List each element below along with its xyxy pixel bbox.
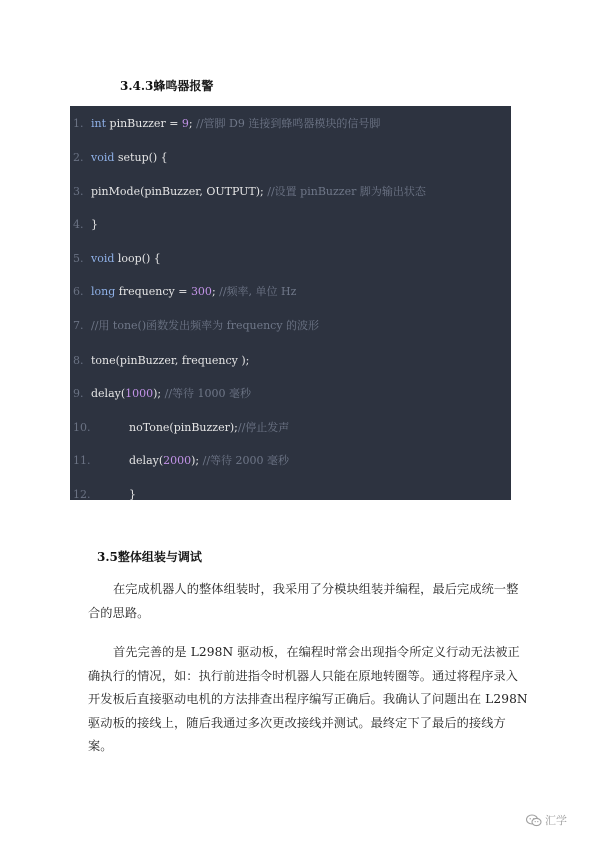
code-text: [97, 488, 136, 501]
code-keyword: long: [91, 285, 116, 298]
code-line: [73, 148, 168, 168]
code-token: pinBuzzer =: [106, 117, 182, 130]
line-number: 11.: [73, 454, 91, 467]
code-line: [73, 282, 296, 302]
code-text: [91, 387, 251, 400]
watermark-text: 汇学: [545, 814, 567, 827]
code-number: 9: [181, 117, 189, 130]
line-number: 3.: [73, 185, 84, 198]
code-text: [91, 354, 249, 367]
code-line: [73, 316, 319, 336]
code-text: [97, 421, 289, 434]
code-line: [73, 485, 136, 505]
line-number: 2.: [73, 151, 84, 164]
code-number: 300: [190, 285, 212, 298]
code-token: }: [91, 218, 98, 231]
code-line: [73, 351, 249, 371]
code-number: 2000: [163, 454, 192, 467]
code-token: );: [191, 454, 203, 467]
code-text: [91, 252, 161, 265]
code-keyword: int: [91, 117, 107, 130]
line-number: 8.: [73, 354, 84, 367]
code-text: [91, 185, 426, 198]
paragraph-1: 在完成机器人的整体组装时，我采用了分模块组装并编程，最后完成统一整合的思路。: [88, 582, 519, 620]
code-token: frequency =: [115, 285, 191, 298]
code-text: [97, 454, 289, 467]
code-token: noTone(pinBuzzer);: [129, 421, 238, 434]
code-token: );: [153, 387, 165, 400]
code-line: [73, 384, 251, 404]
code-token: }: [129, 488, 136, 501]
code-number: 1000: [125, 387, 154, 400]
line-number: 1.: [73, 117, 84, 130]
code-line: [73, 249, 161, 269]
code-token: delay(: [91, 387, 126, 400]
code-token: setup() {: [114, 151, 168, 164]
line-number: 5.: [73, 252, 84, 265]
code-text: [91, 285, 296, 298]
code-token: ;: [188, 117, 197, 130]
code-token: loop() {: [114, 252, 161, 265]
line-number: 6.: [73, 285, 84, 298]
code-token: tone(pinBuzzer, frequency );: [91, 354, 250, 367]
line-number: 9.: [73, 387, 84, 400]
section-heading-3-5: 3.5整体组装与调试: [97, 550, 202, 564]
code-line: [73, 182, 426, 202]
code-comment: //用 tone()函数发出频率为 frequency 的波形: [91, 319, 320, 332]
code-block: [70, 106, 511, 500]
code-comment: //频率, 单位 Hz: [219, 285, 297, 298]
code-line: [73, 418, 289, 438]
code-line: [73, 215, 98, 235]
code-token: ;: [211, 285, 220, 298]
code-text: [91, 218, 98, 231]
code-text: [91, 151, 168, 164]
code-text: [91, 319, 319, 332]
wechat-icon: [526, 814, 542, 827]
section-heading-3-4-3: 3.4.3蜂鸣器报警: [120, 79, 214, 93]
code-comment: //设置 pinBuzzer 脚为输出状态: [267, 185, 426, 198]
paragraph-2: 首先完善的是 L298N 驱动板，在编程时常会出现指令所定义行动无法被正确执行的情况，如：执行前进指令时机器人只能在原地转圈等。通过将程序录入开发板后直接驱动电机的方法排查出程序编写正确后。我确认了问题出在 L298N 驱动板的接线上，随后我通过多次更改接线并测试。最终定下了最后的接线方案。: [88, 645, 528, 753]
watermark: [526, 812, 567, 828]
line-number: 4.: [73, 218, 84, 231]
line-number: 10.: [73, 421, 91, 434]
code-line: [73, 114, 380, 134]
code-comment: //管脚 D9 连接到蜂鸣器模块的信号脚: [196, 117, 381, 130]
line-number: 7.: [73, 319, 84, 332]
code-text: [91, 117, 380, 130]
code-comment: //等待 2000 毫秒: [202, 454, 290, 467]
code-token: pinMode(pinBuzzer, OUTPUT);: [91, 185, 268, 198]
code-comment: //停止发声: [237, 421, 290, 434]
code-token: delay(: [129, 454, 164, 467]
line-number: 12.: [73, 488, 91, 501]
code-keyword: void: [91, 252, 115, 265]
code-keyword: void: [91, 151, 115, 164]
code-line: [73, 451, 289, 471]
code-comment: //等待 1000 毫秒: [164, 387, 252, 400]
